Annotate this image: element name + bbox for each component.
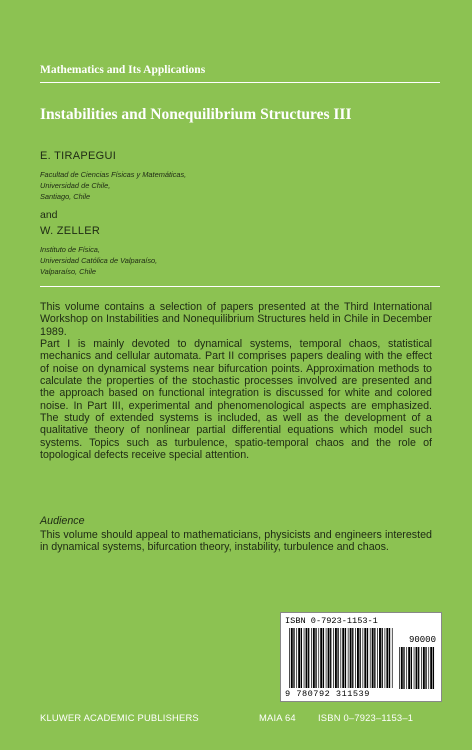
barcode-bar xyxy=(306,628,308,688)
barcode-bar xyxy=(408,647,410,689)
barcode-bar xyxy=(355,628,356,688)
barcode-bar xyxy=(357,628,359,688)
barcode-bar xyxy=(372,628,374,688)
barcode-bar xyxy=(328,628,330,688)
editor-name: W. ZELLER xyxy=(40,225,101,237)
barcode-bar xyxy=(323,628,324,688)
editor-affiliation xyxy=(40,244,157,277)
editor-affiliation xyxy=(40,169,186,202)
and-text: and xyxy=(40,209,58,221)
isbn-barcode xyxy=(280,612,442,702)
affiliation-line: Universidad de Chile, xyxy=(40,181,111,190)
barcode-bar xyxy=(389,628,390,688)
barcode-bar xyxy=(423,647,425,689)
audience-heading: Audience xyxy=(40,515,85,527)
barcode-bar xyxy=(315,628,316,688)
barcode-bar xyxy=(377,628,378,688)
barcode-bar xyxy=(289,628,290,688)
barcode-bar xyxy=(333,628,334,688)
affiliation-line: Instituto de Física, xyxy=(40,245,100,254)
barcode-bar xyxy=(296,628,297,688)
barcode-bar xyxy=(337,628,338,688)
barcode-bar xyxy=(326,628,327,688)
description-paragraph: This volume contains a selection of papers presented at the Third International Workshop on Instabilities and Nonequilibrium Structures held in Chile in December 1989. xyxy=(40,301,432,338)
barcode-bar xyxy=(345,628,346,688)
affiliation-line: Universidad Católica de Valparaíso, xyxy=(40,256,158,265)
barcode-bar xyxy=(425,647,426,689)
barcode-bar xyxy=(416,647,418,689)
barcode-bar xyxy=(385,628,386,688)
barcode-bar xyxy=(414,647,415,689)
barcode-bar xyxy=(386,628,388,688)
barcode-bar xyxy=(304,628,305,688)
barcode-bar xyxy=(298,628,300,688)
barcode-bar xyxy=(301,628,302,688)
barcode-bar xyxy=(348,628,349,688)
barcode-bar xyxy=(330,628,331,688)
barcode-bar xyxy=(335,628,337,688)
barcode-price-code: 90000 xyxy=(408,635,436,645)
description-paragraph: Part I is mainly devoted to dynamical systems, temporal chaos, statistical mechanics and cellular automata. Part II comprises papers dealing with the effect of noise on dynamical systems near bifurcation points. Approximation methods to calculate the properties of the stochastic processes involved are presented and the approach based on functional integration is discussed for white and colored noise. In Part III, experimental and phenomenological aspects are emphasized. The study of extended systems is included, as well as the development of a qualitative theory of nonlinear partial differential equations which model such systems. Topics such as turbulence, spatio-temporal chaos and the role of topological defects receive special attention. xyxy=(40,338,432,462)
barcode-bar xyxy=(433,647,434,689)
barcode-bar xyxy=(313,628,315,688)
barcode-digits: 9 780792 311539 xyxy=(285,689,370,699)
barcode-bar xyxy=(340,628,341,688)
barcode-bars xyxy=(281,613,441,701)
section-rule xyxy=(40,286,440,287)
barcode-bar xyxy=(291,628,293,688)
audience-text xyxy=(40,529,432,554)
barcode-bar xyxy=(360,628,361,688)
barcode-bar xyxy=(411,647,412,689)
editor-name: E. TIRAPEGUI xyxy=(40,150,117,162)
barcode-bar xyxy=(308,628,309,688)
book-title: Instabilities and Nonequilibrium Structures III xyxy=(40,106,352,123)
barcode-bar xyxy=(382,628,383,688)
publisher-name: KLUWER ACADEMIC PUBLISHERS xyxy=(40,712,199,723)
barcode-bar xyxy=(401,647,403,689)
footer-isbn: ISBN 0–7923–1153–1 xyxy=(318,712,414,723)
barcode-bar xyxy=(352,628,353,688)
series-name: Mathematics and Its Applications xyxy=(40,64,206,76)
affiliation-line: Facultad de Ciencias Físicas y Matemáticas, xyxy=(40,170,187,179)
audience-paragraph: This volume should appeal to mathematicians, physicists and engineers interested in dynamical systems, bifurcation theory, instability, turbulence and chaos. xyxy=(40,529,432,554)
barcode-bar xyxy=(399,647,400,689)
barcode-bar xyxy=(311,628,312,688)
barcode-bar xyxy=(320,628,322,688)
barcode-bar xyxy=(403,647,404,689)
affiliation-line: Valparaíso, Chile xyxy=(40,267,97,276)
barcode-bar xyxy=(374,628,375,688)
description xyxy=(40,301,432,461)
barcode-bar xyxy=(293,628,294,688)
barcode-bar xyxy=(367,628,368,688)
barcode-bar xyxy=(428,647,429,689)
barcode-bar xyxy=(418,647,419,689)
barcode-bar xyxy=(350,628,352,688)
barcode-bar xyxy=(363,628,364,688)
barcode-isbn-label: ISBN 0-7923-1153-1 xyxy=(285,616,378,626)
barcode-bar xyxy=(379,628,381,688)
barcode-bar xyxy=(370,628,371,688)
affiliation-line: Santiago, Chile xyxy=(40,192,91,201)
barcode-bar xyxy=(318,628,319,688)
top-rule xyxy=(40,82,440,83)
barcode-bar xyxy=(392,628,393,688)
barcode-bar xyxy=(406,647,407,689)
barcode-bar xyxy=(430,647,432,689)
barcode-bar xyxy=(342,628,344,688)
barcode-bar xyxy=(364,628,366,688)
series-number: MAIA 64 xyxy=(259,712,296,723)
barcode-bar xyxy=(421,647,422,689)
